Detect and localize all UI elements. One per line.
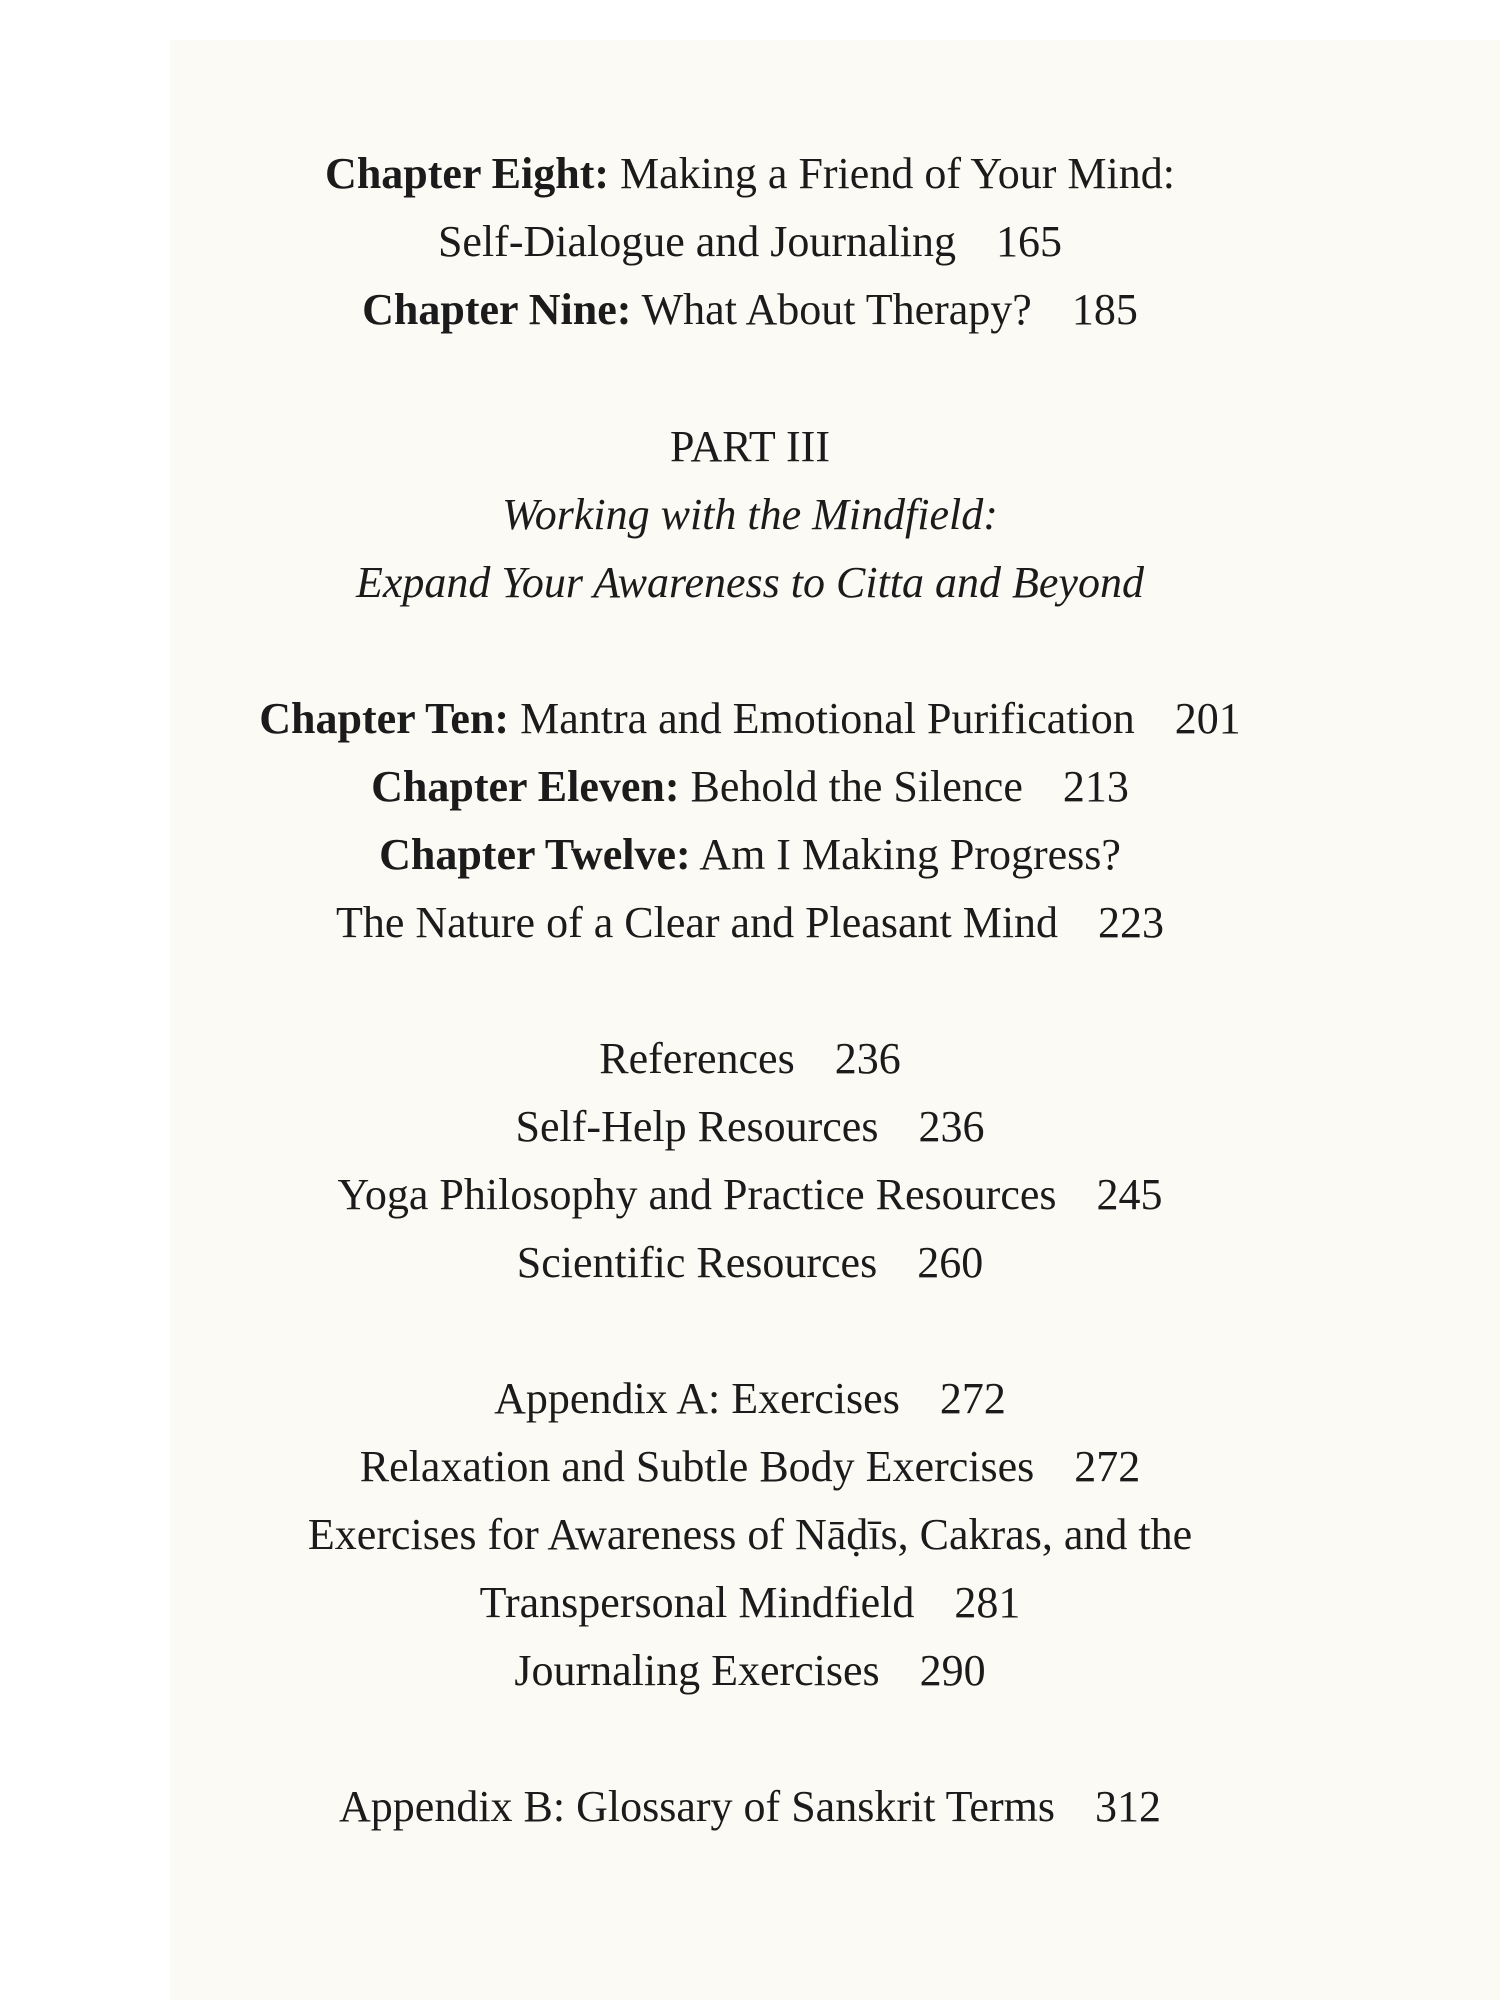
part-title: PART III <box>670 422 830 471</box>
entry-title: Self-Help Resources <box>515 1102 879 1151</box>
chapter-title: Behold the Silence <box>690 762 1023 811</box>
toc-entry-chapter-eight-subtitle[interactable] <box>0 214 1500 270</box>
toc-entry-scientific-resources[interactable] <box>0 1235 1500 1291</box>
entry-title: Yoga Philosophy and Practice Resources <box>337 1170 1057 1219</box>
part-subtitle: Expand Your Awareness to Citta and Beyond <box>356 558 1144 607</box>
chapter-title: Am I Making Progress? <box>699 830 1121 879</box>
toc-entry-journaling-exercises[interactable] <box>0 1643 1500 1699</box>
toc-entry-chapter-eleven[interactable] <box>0 759 1500 815</box>
chapter-label: Chapter Nine: <box>362 285 632 334</box>
toc-entry-chapter-eight[interactable] <box>0 146 1500 202</box>
page-number: 236 <box>918 1102 985 1151</box>
entry-title: References <box>599 1034 795 1083</box>
page-number: 201 <box>1174 694 1241 743</box>
toc-entry-chapter-twelve-subtitle[interactable] <box>0 895 1500 951</box>
entry-title: Exercises for Awareness of Nāḍīs, Cakras, and the <box>307 1510 1193 1559</box>
page-number: 312 <box>1094 1782 1161 1831</box>
entry-title: Appendix A: Exercises <box>494 1374 900 1423</box>
toc-entry-chapter-nine[interactable] <box>0 282 1500 338</box>
entry-title: Transpersonal Mindfield <box>479 1578 915 1627</box>
entry-title: Relaxation and Subtle Body Exercises <box>359 1442 1035 1491</box>
chapter-label: Chapter Eight: <box>325 149 610 198</box>
toc-entry-awareness-exercises[interactable] <box>0 1507 1500 1563</box>
toc-entry-chapter-twelve[interactable] <box>0 827 1500 883</box>
part-subtitle-line-2 <box>0 555 1500 611</box>
entry-title: Appendix B: Glossary of Sanskrit Terms <box>339 1782 1055 1831</box>
toc-entry-references[interactable] <box>0 1031 1500 1087</box>
page-number: 185 <box>1071 285 1138 334</box>
page-number: 236 <box>834 1034 901 1083</box>
toc-entry-chapter-ten[interactable] <box>0 691 1500 747</box>
chapter-label: Chapter Eleven: <box>371 762 680 811</box>
page-number: 245 <box>1096 1170 1163 1219</box>
page-number: 213 <box>1062 762 1129 811</box>
toc-entry-self-help-resources[interactable] <box>0 1099 1500 1155</box>
page-number: 223 <box>1098 898 1165 947</box>
chapter-subtitle: Self-Dialogue and Journaling <box>437 217 957 266</box>
chapter-subtitle: The Nature of a Clear and Pleasant Mind <box>335 898 1059 947</box>
page-number: 260 <box>917 1238 984 1287</box>
toc-entry-yoga-resources[interactable] <box>0 1167 1500 1223</box>
part-heading <box>0 419 1500 475</box>
toc-entry-appendix-b[interactable] <box>0 1779 1500 1835</box>
toc-entry-relaxation-exercises[interactable] <box>0 1439 1500 1495</box>
page-number: 290 <box>919 1646 986 1695</box>
part-subtitle: Working with the Mindfield: <box>502 490 998 539</box>
entry-title: Journaling Exercises <box>514 1646 880 1695</box>
entry-title: Scientific Resources <box>516 1238 878 1287</box>
page-number: 272 <box>939 1374 1006 1423</box>
chapter-title: What About Therapy? <box>641 285 1032 334</box>
chapter-label: Chapter Twelve: <box>379 830 691 879</box>
page-number: 281 <box>954 1578 1021 1627</box>
chapter-title: Mantra and Emotional Purification <box>520 694 1135 743</box>
chapter-title: Making a Friend of Your Mind: <box>620 149 1175 198</box>
toc-entry-awareness-exercises-continued[interactable] <box>0 1575 1500 1631</box>
page-number: 272 <box>1074 1442 1141 1491</box>
page-number: 165 <box>996 217 1063 266</box>
toc-entry-appendix-a[interactable] <box>0 1371 1500 1427</box>
chapter-label: Chapter Ten: <box>259 694 510 743</box>
part-subtitle-line-1 <box>0 487 1500 543</box>
